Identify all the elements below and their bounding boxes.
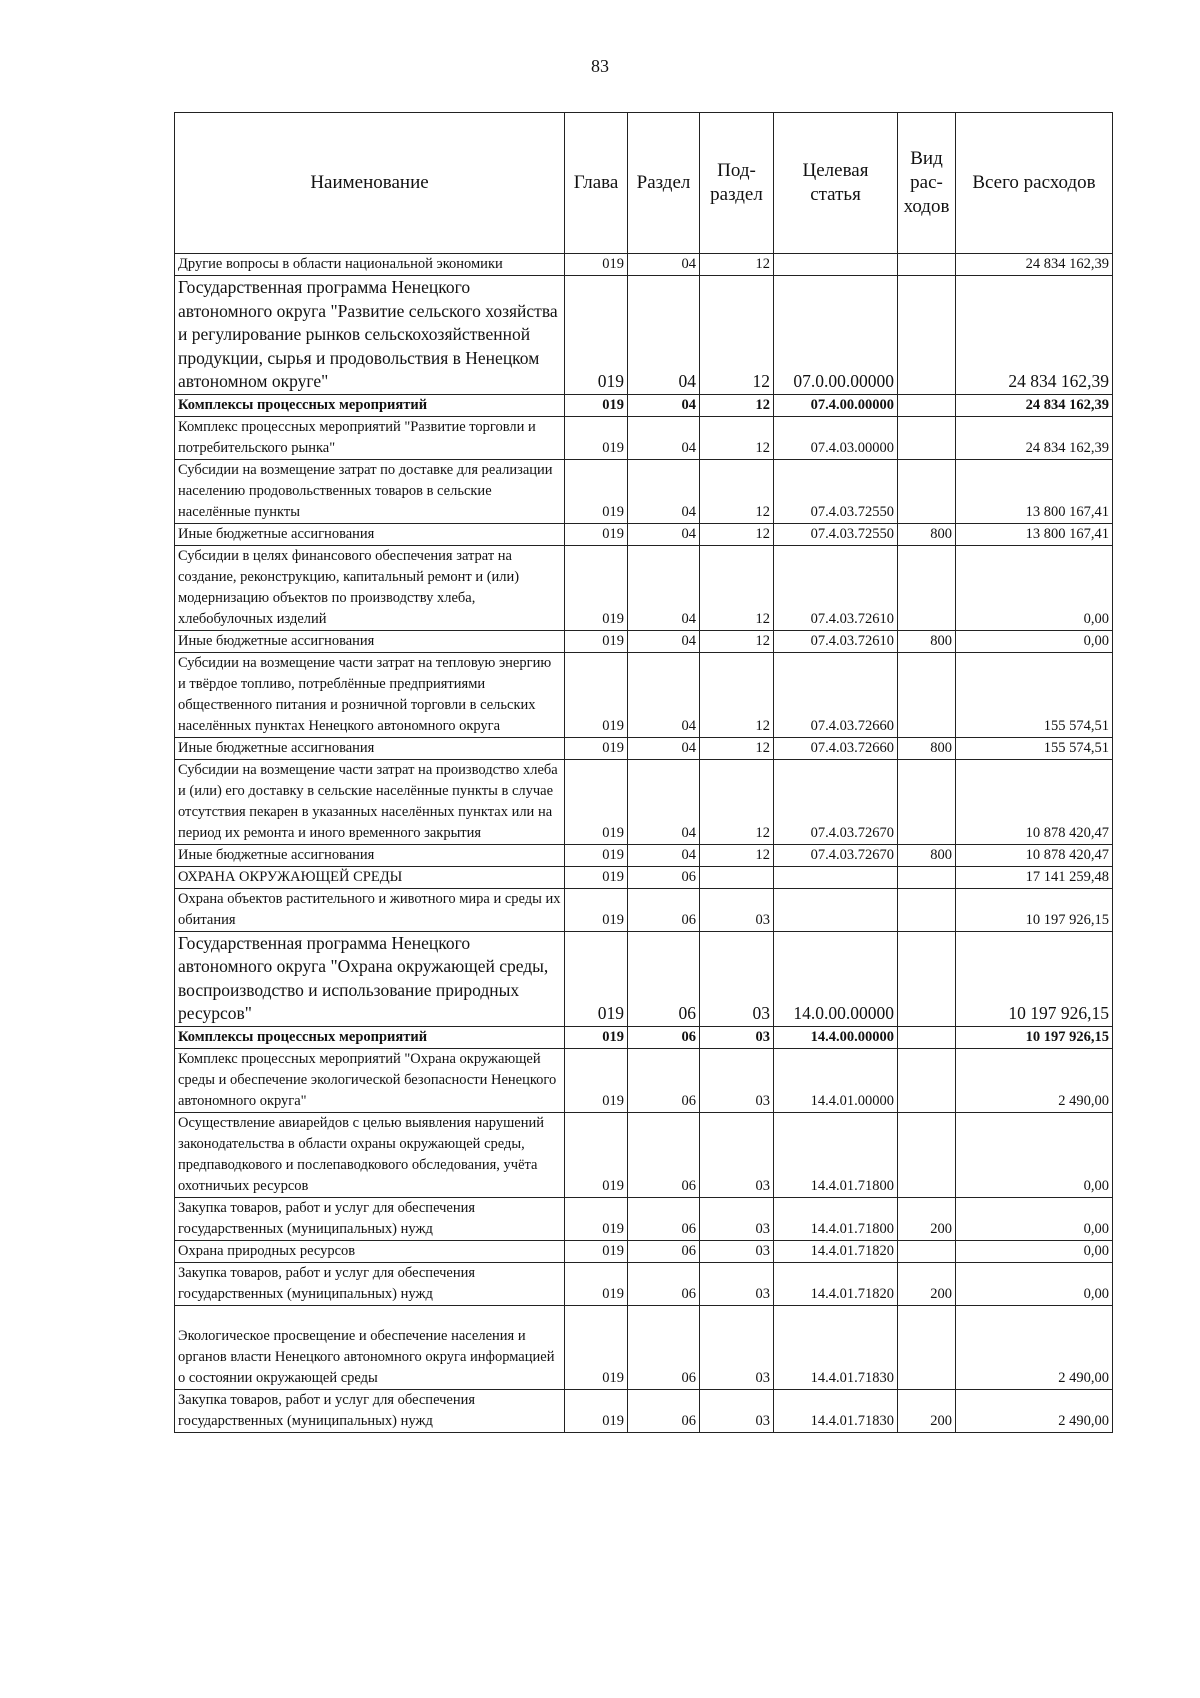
cell-chapter: 019 (565, 1026, 628, 1048)
table-row (175, 1048, 1113, 1112)
cell-section: 06 (628, 931, 700, 1026)
cell-name: Иные бюджетные ассигнования (175, 523, 565, 545)
cell-name: Закупка товаров, работ и услуг для обеспечения государственных (муниципальных) нужд (175, 1197, 565, 1240)
table-row (175, 523, 1113, 545)
table-row (175, 1389, 1113, 1432)
cell-chapter: 019 (565, 1197, 628, 1240)
cell-subsection: 12 (700, 459, 774, 523)
cell-total: 2 490,00 (956, 1389, 1113, 1432)
cell-name: Государственная программа Ненецкого автономного округа "Охрана окружающей среды, воспроизводство и использование природных ресурсов" (175, 931, 565, 1026)
cell-section: 04 (628, 416, 700, 459)
cell-section: 06 (628, 1240, 700, 1262)
cell-total: 0,00 (956, 1197, 1113, 1240)
header-target: Целевая статья (774, 113, 898, 254)
cell-section: 06 (628, 1305, 700, 1389)
cell-name: Комплексы процессных мероприятий (175, 394, 565, 416)
cell-target: 14.4.01.00000 (774, 1048, 898, 1112)
cell-name: Субсидии на возмещение части затрат на тепловую энергию и твёрдое топливо, потреблённые предприятиями общественного питания и розничной торговли в сельских населённых пунктах Ненецкого автономного округа (175, 652, 565, 737)
table-row (175, 416, 1113, 459)
cell-total: 10 878 420,47 (956, 759, 1113, 844)
cell-kind (898, 652, 956, 737)
cell-name: ОХРАНА ОКРУЖАЮЩЕЙ СРЕДЫ (175, 866, 565, 888)
cell-subsection: 12 (700, 844, 774, 866)
table-row (175, 652, 1113, 737)
cell-target (774, 254, 898, 276)
cell-name: Закупка товаров, работ и услуг для обеспечения государственных (муниципальных) нужд (175, 1262, 565, 1305)
cell-subsection: 03 (700, 931, 774, 1026)
cell-kind (898, 276, 956, 395)
cell-section: 06 (628, 866, 700, 888)
cell-section: 06 (628, 1112, 700, 1197)
cell-name: Закупка товаров, работ и услуг для обеспечения государственных (муниципальных) нужд (175, 1389, 565, 1432)
cell-section: 04 (628, 759, 700, 844)
page-number: 83 (591, 56, 609, 76)
cell-name: Субсидии в целях финансового обеспечения затрат на создание, реконструкцию, капитальный ремонт и (или) модернизацию объектов по производству хлеба, хлебобулочных изделий (175, 545, 565, 630)
cell-name: Иные бюджетные ассигнования (175, 737, 565, 759)
cell-kind (898, 888, 956, 931)
cell-target: 14.4.01.71830 (774, 1389, 898, 1432)
cell-name: Субсидии на возмещение затрат по доставке для реализации населению продовольственных товаров в сельские населённые пункты (175, 459, 565, 523)
cell-chapter: 019 (565, 276, 628, 395)
cell-name: Охрана объектов растительного и животного мира и среды их обитания (175, 888, 565, 931)
cell-subsection: 12 (700, 416, 774, 459)
cell-total: 24 834 162,39 (956, 394, 1113, 416)
cell-total: 24 834 162,39 (956, 254, 1113, 276)
cell-chapter: 019 (565, 1048, 628, 1112)
cell-total: 24 834 162,39 (956, 276, 1113, 395)
header-row (175, 113, 1113, 254)
cell-section: 06 (628, 888, 700, 931)
cell-chapter: 019 (565, 545, 628, 630)
cell-chapter: 019 (565, 394, 628, 416)
cell-chapter: 019 (565, 1112, 628, 1197)
cell-target: 07.4.03.72550 (774, 459, 898, 523)
cell-section: 06 (628, 1197, 700, 1240)
cell-kind (898, 459, 956, 523)
table-row (175, 888, 1113, 931)
table-row (175, 1240, 1113, 1262)
budget-table (174, 112, 1113, 1433)
cell-subsection: 12 (700, 545, 774, 630)
cell-subsection: 03 (700, 1305, 774, 1389)
cell-chapter: 019 (565, 1262, 628, 1305)
cell-subsection (700, 866, 774, 888)
cell-chapter: 019 (565, 630, 628, 652)
cell-section: 04 (628, 394, 700, 416)
cell-chapter: 019 (565, 1389, 628, 1432)
cell-chapter: 019 (565, 866, 628, 888)
cell-total: 155 574,51 (956, 737, 1113, 759)
cell-section: 04 (628, 630, 700, 652)
cell-name: Экологическое просвещение и обеспечение населения и органов власти Ненецкого автономного округа информацией о состоянии окружающей среды (175, 1305, 565, 1389)
cell-subsection: 03 (700, 1240, 774, 1262)
cell-target: 14.4.01.71800 (774, 1112, 898, 1197)
cell-name: Иные бюджетные ассигнования (175, 844, 565, 866)
cell-total: 155 574,51 (956, 652, 1113, 737)
cell-total: 0,00 (956, 1240, 1113, 1262)
cell-section: 06 (628, 1389, 700, 1432)
cell-target: 14.4.01.71820 (774, 1262, 898, 1305)
cell-kind (898, 545, 956, 630)
table-row (175, 844, 1113, 866)
cell-section: 04 (628, 737, 700, 759)
cell-total: 0,00 (956, 630, 1113, 652)
cell-chapter: 019 (565, 459, 628, 523)
cell-chapter: 019 (565, 652, 628, 737)
cell-total: 0,00 (956, 545, 1113, 630)
cell-name: Субсидии на возмещение части затрат на производство хлеба и (или) его доставку в сельские населённые пункты в случае отсутствия пекарен в указанных населённых пунктах или на период их ремонта и иного временного закрытия (175, 759, 565, 844)
cell-total: 10 197 926,15 (956, 931, 1113, 1026)
cell-chapter: 019 (565, 844, 628, 866)
cell-total: 17 141 259,48 (956, 866, 1113, 888)
cell-section: 06 (628, 1048, 700, 1112)
cell-target: 07.4.00.00000 (774, 394, 898, 416)
table-row (175, 1197, 1113, 1240)
cell-section: 04 (628, 254, 700, 276)
cell-total: 10 878 420,47 (956, 844, 1113, 866)
cell-chapter: 019 (565, 888, 628, 931)
cell-target: 14.4.01.71820 (774, 1240, 898, 1262)
table-row (175, 1305, 1113, 1389)
table-row (175, 1262, 1113, 1305)
cell-kind: 200 (898, 1389, 956, 1432)
cell-subsection: 12 (700, 254, 774, 276)
cell-subsection: 03 (700, 1048, 774, 1112)
cell-target: 07.4.03.72660 (774, 737, 898, 759)
cell-section: 04 (628, 844, 700, 866)
cell-total: 0,00 (956, 1262, 1113, 1305)
cell-total: 2 490,00 (956, 1048, 1113, 1112)
header-total: Всего расходов (956, 113, 1113, 254)
cell-subsection: 03 (700, 1389, 774, 1432)
table-row (175, 630, 1113, 652)
cell-section: 04 (628, 459, 700, 523)
cell-name: Комплекс процессных мероприятий "Развитие торговли и потребительского рынка" (175, 416, 565, 459)
cell-name: Комплексы процессных мероприятий (175, 1026, 565, 1048)
cell-name: Государственная программа Ненецкого автономного округа "Развитие сельского хозяйства и регулирование рынков сельскохозяйственной продукции, сырья и продовольствия в Ненецком автономном округе" (175, 276, 565, 395)
cell-target: 07.4.03.72670 (774, 844, 898, 866)
table-row (175, 545, 1113, 630)
cell-chapter: 019 (565, 1305, 628, 1389)
cell-total: 13 800 167,41 (956, 459, 1113, 523)
header-subsection: Под- раздел (700, 113, 774, 254)
cell-total: 2 490,00 (956, 1305, 1113, 1389)
cell-kind (898, 1048, 956, 1112)
cell-chapter: 019 (565, 759, 628, 844)
cell-chapter: 019 (565, 1240, 628, 1262)
cell-target: 14.4.00.00000 (774, 1026, 898, 1048)
table-row (175, 459, 1113, 523)
cell-target (774, 866, 898, 888)
cell-subsection: 12 (700, 394, 774, 416)
cell-section: 04 (628, 523, 700, 545)
cell-name: Комплекс процессных мероприятий "Охрана окружающей среды и обеспечение экологической безопасности Ненецкого автономного округа" (175, 1048, 565, 1112)
cell-target: 14.0.00.00000 (774, 931, 898, 1026)
cell-target (774, 888, 898, 931)
cell-chapter: 019 (565, 254, 628, 276)
cell-name: Осуществление авиарейдов с целью выявления нарушений законодательства в области охраны окружающей среды, предпаводкового и послепаводкового обследования, учёта охотничьих ресурсов (175, 1112, 565, 1197)
cell-chapter: 019 (565, 416, 628, 459)
cell-kind: 200 (898, 1262, 956, 1305)
table-row (175, 866, 1113, 888)
table-body (175, 254, 1113, 1433)
cell-target: 14.4.01.71800 (774, 1197, 898, 1240)
cell-kind: 200 (898, 1197, 956, 1240)
header-kind: Вид рас- ходов (898, 113, 956, 254)
cell-subsection: 12 (700, 652, 774, 737)
cell-section: 06 (628, 1262, 700, 1305)
table-row (175, 931, 1113, 1026)
table-row (175, 394, 1113, 416)
cell-chapter: 019 (565, 737, 628, 759)
cell-section: 04 (628, 276, 700, 395)
cell-target: 07.4.03.72660 (774, 652, 898, 737)
cell-kind: 800 (898, 523, 956, 545)
cell-name: Охрана природных ресурсов (175, 1240, 565, 1262)
cell-subsection: 12 (700, 737, 774, 759)
cell-subsection: 03 (700, 1026, 774, 1048)
cell-total: 10 197 926,15 (956, 888, 1113, 931)
cell-target: 07.4.03.72670 (774, 759, 898, 844)
cell-subsection: 12 (700, 523, 774, 545)
cell-target: 07.4.03.72610 (774, 545, 898, 630)
cell-target: 07.4.03.00000 (774, 416, 898, 459)
header-section: Раздел (628, 113, 700, 254)
cell-name: Другие вопросы в области национальной экономики (175, 254, 565, 276)
cell-kind (898, 1240, 956, 1262)
cell-total: 24 834 162,39 (956, 416, 1113, 459)
header-chapter: Глава (565, 113, 628, 254)
cell-kind: 800 (898, 737, 956, 759)
cell-kind (898, 416, 956, 459)
cell-total: 0,00 (956, 1112, 1113, 1197)
cell-subsection: 03 (700, 888, 774, 931)
header-name: Наименование (175, 113, 565, 254)
cell-kind (898, 394, 956, 416)
table-row (175, 254, 1113, 276)
cell-subsection: 03 (700, 1197, 774, 1240)
table-row (175, 759, 1113, 844)
table-row (175, 1026, 1113, 1048)
cell-name: Иные бюджетные ассигнования (175, 630, 565, 652)
cell-kind (898, 866, 956, 888)
cell-subsection: 12 (700, 276, 774, 395)
cell-section: 04 (628, 652, 700, 737)
cell-subsection: 12 (700, 630, 774, 652)
table-row (175, 1112, 1113, 1197)
table-row (175, 276, 1113, 395)
cell-kind (898, 1305, 956, 1389)
cell-section: 04 (628, 545, 700, 630)
cell-total: 13 800 167,41 (956, 523, 1113, 545)
cell-kind (898, 931, 956, 1026)
cell-subsection: 03 (700, 1262, 774, 1305)
cell-total: 10 197 926,15 (956, 1026, 1113, 1048)
cell-kind: 800 (898, 630, 956, 652)
table-row (175, 737, 1113, 759)
cell-target: 07.0.00.00000 (774, 276, 898, 395)
cell-target: 07.4.03.72550 (774, 523, 898, 545)
cell-chapter: 019 (565, 523, 628, 545)
cell-kind (898, 759, 956, 844)
cell-subsection: 03 (700, 1112, 774, 1197)
cell-target: 07.4.03.72610 (774, 630, 898, 652)
cell-section: 06 (628, 1026, 700, 1048)
cell-kind (898, 1026, 956, 1048)
cell-kind (898, 1112, 956, 1197)
cell-subsection: 12 (700, 759, 774, 844)
cell-chapter: 019 (565, 931, 628, 1026)
cell-kind (898, 254, 956, 276)
cell-kind: 800 (898, 844, 956, 866)
cell-target: 14.4.01.71830 (774, 1305, 898, 1389)
